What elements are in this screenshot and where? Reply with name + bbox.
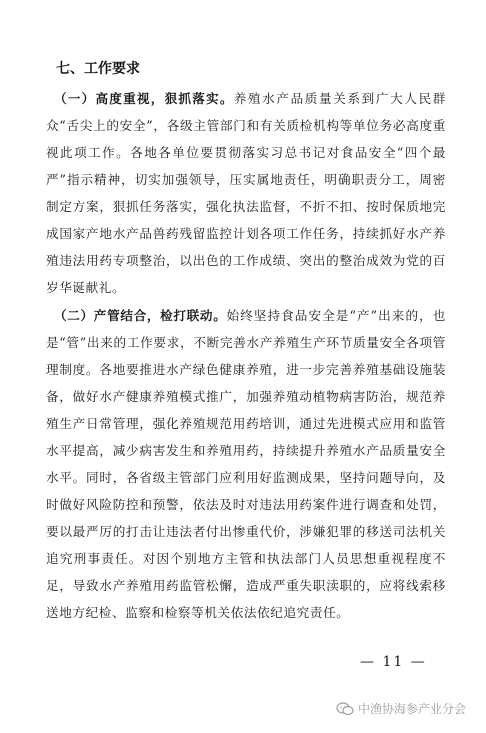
watermark-text: 中渔协海参产业分会	[358, 702, 467, 716]
paragraph-1-heading: （一）高度重视，狠抓落实。	[54, 91, 234, 106]
wechat-icon	[336, 702, 354, 716]
paragraph-1-body: 养殖水产品质量关系到广大人民群众“舌尖上的安全”，各级主管部门和有关质检机构等单位务必高度重视此项工作。各地各单位要贯彻落实习总书记对食品安全“四个最严”指示精神，切实加强领导，压实属地责任，明确职责分工，周密制定方案，狠抓任务落实，强化执法监督，不折不扣、按时保质地完成国家产地水产品兽药残留监控计划各项工作任务，持续抓好水产养殖违法用药专项整治，以出色的工作成绩、突出的整治成效为党的百岁华诞献礼。	[46, 91, 446, 295]
paragraph-1	[46, 85, 446, 301]
watermark	[336, 700, 466, 717]
section-title: 七、工作要求	[56, 61, 140, 77]
paragraph-2-heading: （二）产管结合，检打联动。	[54, 308, 227, 323]
paragraph-2-body: 始终坚持食品安全是“产”出来的，也是“管”出来的工作要求，不断完善水产养殖生产环节质量安全各项管理制度。各地要推进水产绿色健康养殖，进一步完善养殖基础设施装备，做好水产健康养殖模式推广，加强养殖动植物病害防治，规范养殖生产日常管理，强化养殖规范用药培训，通过先进模式应用和监管水平提高，减少病害发生和养殖用药，持续提升养殖水产品质量安全水平。同时，各省级主管部门应利用好监测成果，坚持问题导向，及时做好风险防控和预警，依法及时对违法用药案件进行调查和处罚，要以最严厉的打击让违法者付出惨重代价，涉嫌犯罪的移送司法机关追究刑事责任。对因个别地方主管和执法部门人员思想重视程度不足，导致水产养殖用药监管松懈，造成严重失职渎职的，应将线索移送地方纪检、监察和检察等机关依法依纪追究责任。	[46, 308, 447, 620]
paragraph-2	[46, 302, 446, 626]
page-number: — 11 —	[360, 654, 427, 670]
